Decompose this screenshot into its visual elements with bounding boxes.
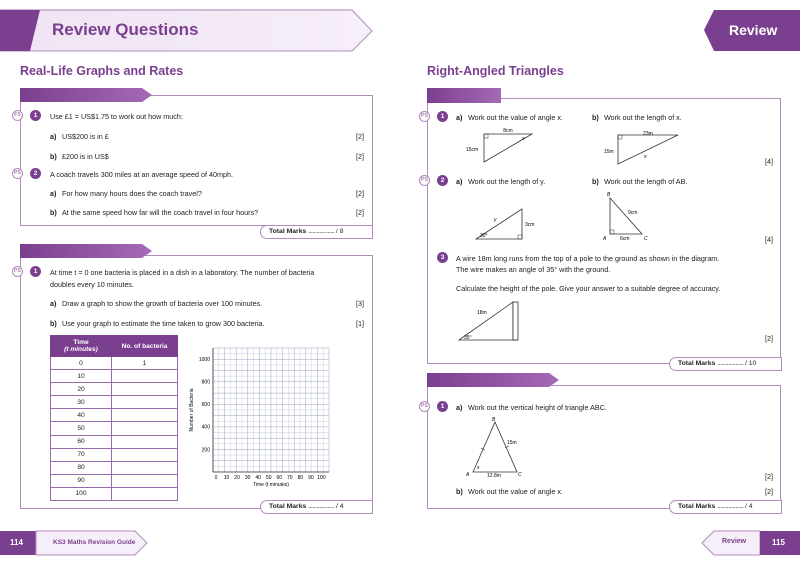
tri-1b-hyp: 23m: [643, 131, 653, 137]
total-marks-label: Total Marks: [678, 503, 716, 510]
marks: [1]: [356, 319, 364, 328]
marks: [2]: [765, 487, 773, 496]
part-label: b): [50, 319, 57, 328]
triangle-abc-diagram: [463, 414, 528, 480]
total-marks-label: Total Marks: [269, 503, 307, 510]
y-tick-label: 1000: [198, 357, 210, 364]
total-marks-value: / 4: [744, 503, 753, 510]
x-tick-label: 90: [308, 475, 314, 481]
total-marks-value: / 4: [335, 503, 344, 510]
table-row: [51, 435, 178, 448]
table-row: [51, 396, 178, 409]
tri-abc-angle: x: [477, 465, 480, 471]
question-text-line1: At time t = 0 one bacteria is placed in a dish in a laboratory. The number of bacteria: [50, 268, 315, 277]
time-cell: 20: [51, 383, 112, 396]
question-number: 1: [437, 401, 448, 412]
time-cell: 50: [51, 422, 112, 435]
tri-1b-side: 15m: [604, 149, 614, 155]
part-text: £200 is in US$: [62, 152, 109, 161]
total-marks-value: / 10: [744, 360, 757, 367]
part-text: Work out the value of angle x.: [468, 487, 563, 496]
ps-badge: PS: [419, 175, 430, 186]
box-tab: [427, 373, 559, 387]
marks: [2]: [356, 152, 364, 161]
bacteria-cell[interactable]: [112, 370, 178, 383]
triangle-1a-diagram: [462, 126, 542, 166]
table-row: [51, 422, 178, 435]
total-marks: Total Marks ................... / 4: [669, 500, 782, 514]
marks: [4]: [765, 235, 773, 244]
bacteria-table: [50, 335, 178, 501]
part-label: b): [50, 152, 57, 161]
part-text: Work out the value of angle x.: [468, 113, 563, 122]
question-number: 3: [437, 252, 448, 263]
part-text: At the same speed how far will the coach travel in four hours?: [62, 208, 259, 217]
bacteria-cell[interactable]: [112, 448, 178, 461]
triangle-1b-diagram: [600, 131, 685, 167]
x-tick-label: 70: [287, 475, 293, 481]
question-number: 2: [437, 175, 448, 186]
question-number: 1: [30, 110, 41, 121]
tri-abc-B: B: [492, 417, 496, 423]
x-tick-label: 80: [297, 475, 304, 481]
total-marks-value: / 8: [335, 228, 344, 235]
tri-abc-C: C: [518, 472, 522, 478]
question-number: 1: [30, 266, 41, 277]
table-header-bacteria: No. of bacteria: [112, 336, 178, 357]
bacteria-cell[interactable]: [112, 396, 178, 409]
tri-2b-A: A: [603, 236, 607, 242]
tri-1a-side: 15cm: [466, 147, 479, 153]
time-cell: 100: [51, 487, 112, 500]
total-marks-label: Total Marks: [269, 228, 307, 235]
part-label: b): [592, 177, 599, 186]
question-text-line1: A wire 18m long runs from the top of a pole to the ground as shown in the diagram.: [456, 254, 720, 263]
marks: [2]: [356, 208, 364, 217]
tri-2a-angle: 30°: [480, 233, 488, 239]
bacteria-cell[interactable]: [112, 474, 178, 487]
time-cell: 0: [51, 357, 112, 370]
part-label: a): [456, 177, 463, 186]
table-row: [51, 370, 178, 383]
page-title: Review Questions: [52, 20, 199, 39]
tri-2b-B: B: [607, 192, 611, 198]
tri-2a-var: y: [494, 217, 497, 223]
marks: [2]: [356, 132, 364, 141]
box-tab: [20, 244, 152, 258]
part-text: Work out the vertical height of triangle ABC.: [468, 403, 607, 412]
total-marks: Total Marks ................... / 4: [260, 500, 373, 514]
time-cell: 90: [51, 474, 112, 487]
x-tick-label: 60: [276, 475, 283, 481]
ps-badge: PS: [419, 111, 430, 122]
pole-diagram: [455, 298, 525, 344]
x-axis-label: Time (t minutes): [253, 482, 289, 488]
x-tick-label: 0: [214, 475, 218, 481]
pole-wire: 18m: [477, 310, 487, 316]
y-tick-label: 400: [201, 424, 210, 431]
tri-abc-A: A: [466, 472, 470, 478]
part-label: b): [592, 113, 599, 122]
page-number-right: 115: [772, 538, 785, 547]
ps-badge: PS: [12, 266, 23, 277]
bacteria-cell[interactable]: 1: [112, 357, 178, 370]
x-tick-label: 10: [223, 475, 230, 481]
box-tab: [427, 88, 501, 103]
ps-badge: PS: [12, 168, 23, 179]
part-label: a): [50, 132, 57, 141]
table-row: [51, 474, 178, 487]
part-label: a): [456, 113, 463, 122]
section-title-left: Real-Life Graphs and Rates: [20, 64, 184, 78]
tri-1a-top: 8cm: [503, 128, 513, 134]
time-cell: 80: [51, 461, 112, 474]
y-tick-label: 200: [201, 447, 210, 454]
part-label: b): [456, 487, 463, 496]
bacteria-cell[interactable]: [112, 487, 178, 500]
marks: [2]: [356, 189, 364, 198]
tri-abc-side: 15m: [507, 440, 517, 446]
ps-badge: FS: [12, 110, 23, 121]
marks: [2]: [765, 472, 773, 481]
bacteria-cell[interactable]: [112, 383, 178, 396]
y-axis-label: Number of Bacteria: [189, 388, 195, 432]
right-footer-band: [700, 530, 800, 556]
question-number: 1: [437, 111, 448, 122]
question-text: Use £1 = US$1.75 to work out how much:: [50, 112, 183, 121]
part-label: a): [50, 189, 57, 198]
y-tick-label: 600: [201, 402, 210, 409]
time-cell: 40: [51, 409, 112, 422]
table-row: [51, 448, 178, 461]
footer-review-link[interactable]: Review: [722, 538, 747, 545]
table-row: [51, 357, 178, 370]
bacteria-cell[interactable]: [112, 435, 178, 448]
page-number-left: 114: [10, 538, 23, 547]
tri-1a-angle: x: [522, 136, 525, 142]
part-text: Use your graph to estimate the time taken to grow 300 bacteria.: [62, 319, 265, 328]
part-text: Work out the length of y.: [468, 177, 546, 186]
table-row: [51, 409, 178, 422]
time-cell: 60: [51, 435, 112, 448]
tri-2b-hyp: 9cm: [628, 210, 638, 216]
bacteria-graph-grid[interactable]: [185, 340, 335, 495]
triangle-2a-diagram: [470, 203, 545, 243]
table-row: [51, 461, 178, 474]
tri-2a-side: 3cm: [525, 222, 535, 228]
guide-title: KS3 Maths Revision Guide: [53, 539, 136, 546]
question-text-line2: doubles every 10 minutes.: [50, 280, 134, 289]
section-title-right: Right-Angled Triangles: [427, 64, 564, 78]
bacteria-cell[interactable]: [112, 422, 178, 435]
y-tick-label: 800: [201, 379, 210, 386]
tri-1b-var: x: [644, 154, 647, 160]
part-label: b): [50, 208, 57, 217]
question-text: A coach travels 300 miles at an average speed of 40mph.: [50, 170, 233, 179]
total-marks-label: Total Marks: [678, 360, 716, 367]
question-number: 2: [30, 168, 41, 179]
ps-badge: PS: [419, 401, 430, 412]
x-tick-label: 20: [234, 475, 240, 481]
part-text: US$200 is in £: [62, 132, 109, 141]
part-label: a): [50, 299, 57, 308]
triangle-2b-diagram: [600, 190, 660, 242]
time-cell: 10: [51, 370, 112, 383]
question-text-line3: Calculate the height of the pole. Give your answer to a suitable degree of accuracy.: [456, 284, 721, 293]
part-text: Work out the length of x.: [604, 113, 682, 122]
table-header-time: Time (t minutes): [51, 336, 112, 357]
total-marks: Total Marks ................... / 8: [260, 225, 373, 239]
marks: [2]: [765, 334, 773, 343]
bacteria-cell[interactable]: [112, 409, 178, 422]
x-tick-label: 30: [244, 475, 251, 481]
x-tick-label: 40: [255, 475, 261, 481]
time-cell: 70: [51, 448, 112, 461]
part-text: Work out the length of AB.: [604, 177, 688, 186]
total-marks: Total Marks ................... / 10: [669, 357, 782, 371]
tri-2b-C: C: [644, 236, 648, 242]
tri-abc-base: 12.8m: [487, 473, 501, 479]
x-tick-label: 50: [265, 475, 272, 481]
pole-angle: 35°: [464, 335, 472, 341]
marks: [3]: [356, 299, 364, 308]
table-row: [51, 487, 178, 500]
question-text-line2: The wire makes an angle of 35° with the ground.: [456, 265, 611, 274]
time-cell: 30: [51, 396, 112, 409]
tri-2b-base: 6cm: [620, 236, 630, 242]
box-tab: [20, 88, 152, 102]
part-label: a): [456, 403, 463, 412]
x-tick-label: 100: [317, 475, 326, 481]
marks: [4]: [765, 157, 773, 166]
review-header-title: Review: [729, 22, 778, 38]
bacteria-cell[interactable]: [112, 461, 178, 474]
part-text: Draw a graph to show the growth of bacteria over 100 minutes.: [62, 299, 263, 308]
part-text: For how many hours does the coach travel?: [62, 189, 202, 198]
table-row: [51, 383, 178, 396]
